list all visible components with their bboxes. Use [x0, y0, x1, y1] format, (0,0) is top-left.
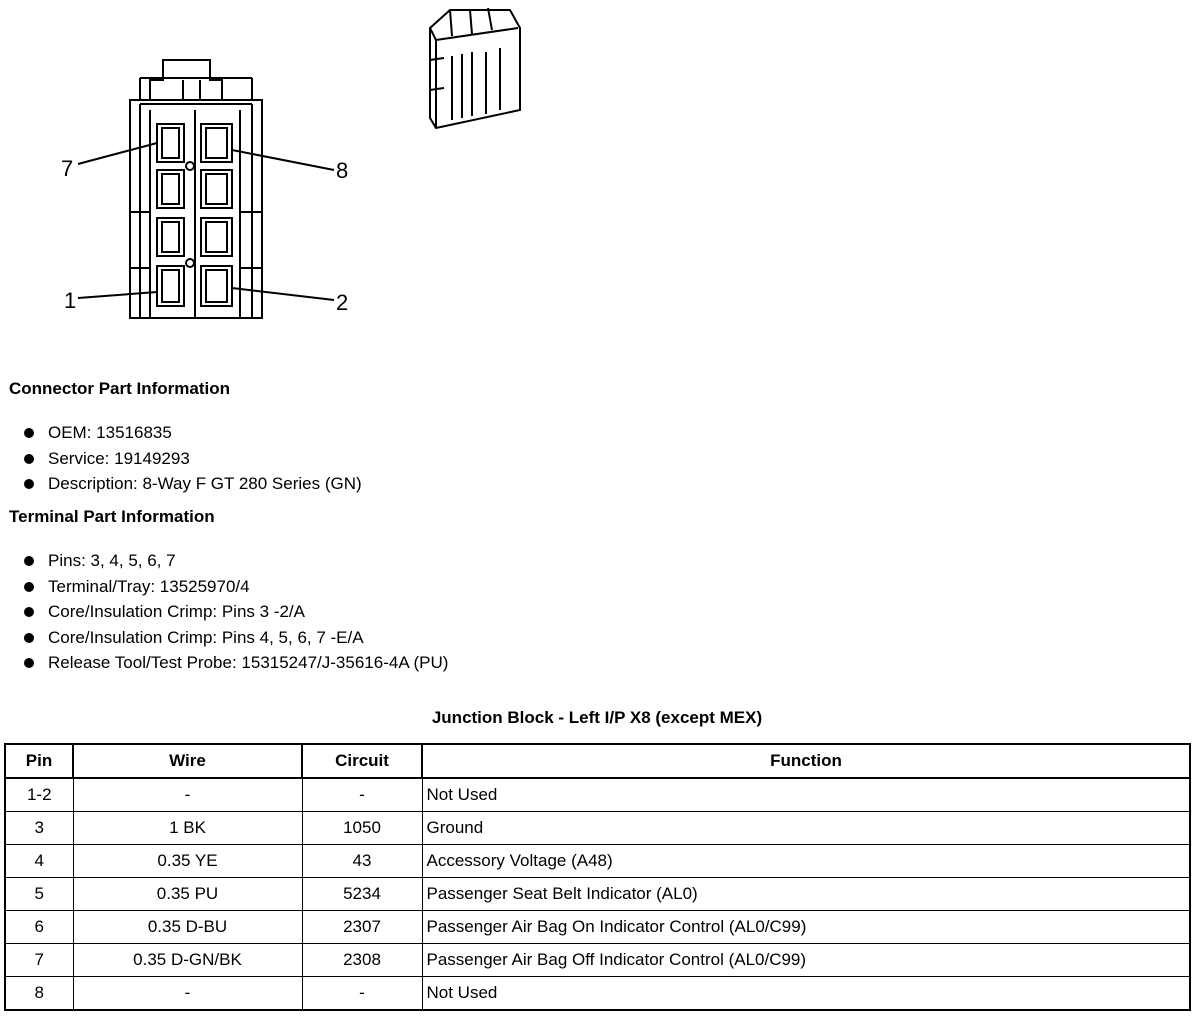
cell-circuit: 1050 — [302, 812, 422, 845]
table-row — [5, 911, 1190, 944]
cell-function: Ground — [422, 812, 1190, 845]
table-row — [5, 977, 1190, 1011]
cell-pin: 5 — [5, 878, 73, 911]
table-row — [5, 812, 1190, 845]
cell-circuit: 2307 — [302, 911, 422, 944]
bullet-icon — [24, 556, 34, 566]
connector-info-list — [22, 420, 362, 497]
terminal-info-list — [22, 548, 448, 676]
bullet-icon — [24, 479, 34, 489]
list-item: Service: 19149293 — [22, 446, 362, 472]
table-row — [5, 845, 1190, 878]
cell-pin: 3 — [5, 812, 73, 845]
table-row — [5, 944, 1190, 977]
cell-pin: 7 — [5, 944, 73, 977]
bullet-icon — [24, 428, 34, 438]
cell-function: Accessory Voltage (A48) — [422, 845, 1190, 878]
bullet-icon — [24, 633, 34, 643]
cell-wire: 1 BK — [73, 812, 302, 845]
cell-function: Not Used — [422, 977, 1190, 1011]
cell-wire: - — [73, 778, 302, 812]
cell-circuit: - — [302, 977, 422, 1011]
header-wire: Wire — [73, 744, 302, 778]
bullet-icon — [24, 607, 34, 617]
cell-function: Not Used — [422, 778, 1190, 812]
pinout-table — [4, 743, 1191, 1011]
callout-2: 2 — [336, 290, 349, 315]
cell-wire: 0.35 D-BU — [73, 911, 302, 944]
cell-wire: 0.35 D-GN/BK — [73, 944, 302, 977]
header-pin: Pin — [5, 744, 73, 778]
cell-function: Passenger Seat Belt Indicator (AL0) — [422, 878, 1190, 911]
list-item: Release Tool/Test Probe: 15315247/J-35616-4A (PU) — [22, 650, 448, 676]
list-item: Core/Insulation Crimp: Pins 3 -2/A — [22, 599, 448, 625]
list-item: Core/Insulation Crimp: Pins 4, 5, 6, 7 -E/A — [22, 625, 448, 651]
callout-8: 8 — [336, 158, 349, 183]
callout-1: 1 — [64, 288, 77, 313]
table-title: Junction Block - Left I/P X8 (except MEX) — [431, 708, 763, 727]
cell-pin: 8 — [5, 977, 73, 1011]
header-circuit: Circuit — [302, 744, 422, 778]
table-header-row — [5, 744, 1190, 778]
header-function: Function — [422, 744, 1190, 778]
callout-7: 7 — [61, 156, 74, 181]
terminal-info-title: Terminal Part Information — [9, 507, 215, 526]
cell-wire: 0.35 PU — [73, 878, 302, 911]
cell-circuit: 5234 — [302, 878, 422, 911]
bullet-icon — [24, 658, 34, 668]
bullet-icon — [24, 582, 34, 592]
cell-circuit: 2308 — [302, 944, 422, 977]
connector-diagram — [0, 0, 1200, 330]
bullet-icon — [24, 454, 34, 464]
table-row — [5, 778, 1190, 812]
cell-function: Passenger Air Bag On Indicator Control (AL0/C99) — [422, 911, 1190, 944]
cell-wire: 0.35 YE — [73, 845, 302, 878]
list-item: OEM: 13516835 — [22, 420, 362, 446]
connector-info-title: Connector Part Information — [9, 379, 231, 398]
list-item: Terminal/Tray: 13525970/4 — [22, 574, 448, 600]
cell-circuit: - — [302, 778, 422, 812]
cell-wire: - — [73, 977, 302, 1011]
cell-circuit: 43 — [302, 845, 422, 878]
cell-function: Passenger Air Bag Off Indicator Control (AL0/C99) — [422, 944, 1190, 977]
cell-pin: 4 — [5, 845, 73, 878]
connector-face-drawing — [0, 0, 1200, 330]
table-row — [5, 878, 1190, 911]
cell-pin: 1-2 — [5, 778, 73, 812]
list-item: Pins: 3, 4, 5, 6, 7 — [22, 548, 448, 574]
cell-pin: 6 — [5, 911, 73, 944]
list-item: Description: 8-Way F GT 280 Series (GN) — [22, 471, 362, 497]
